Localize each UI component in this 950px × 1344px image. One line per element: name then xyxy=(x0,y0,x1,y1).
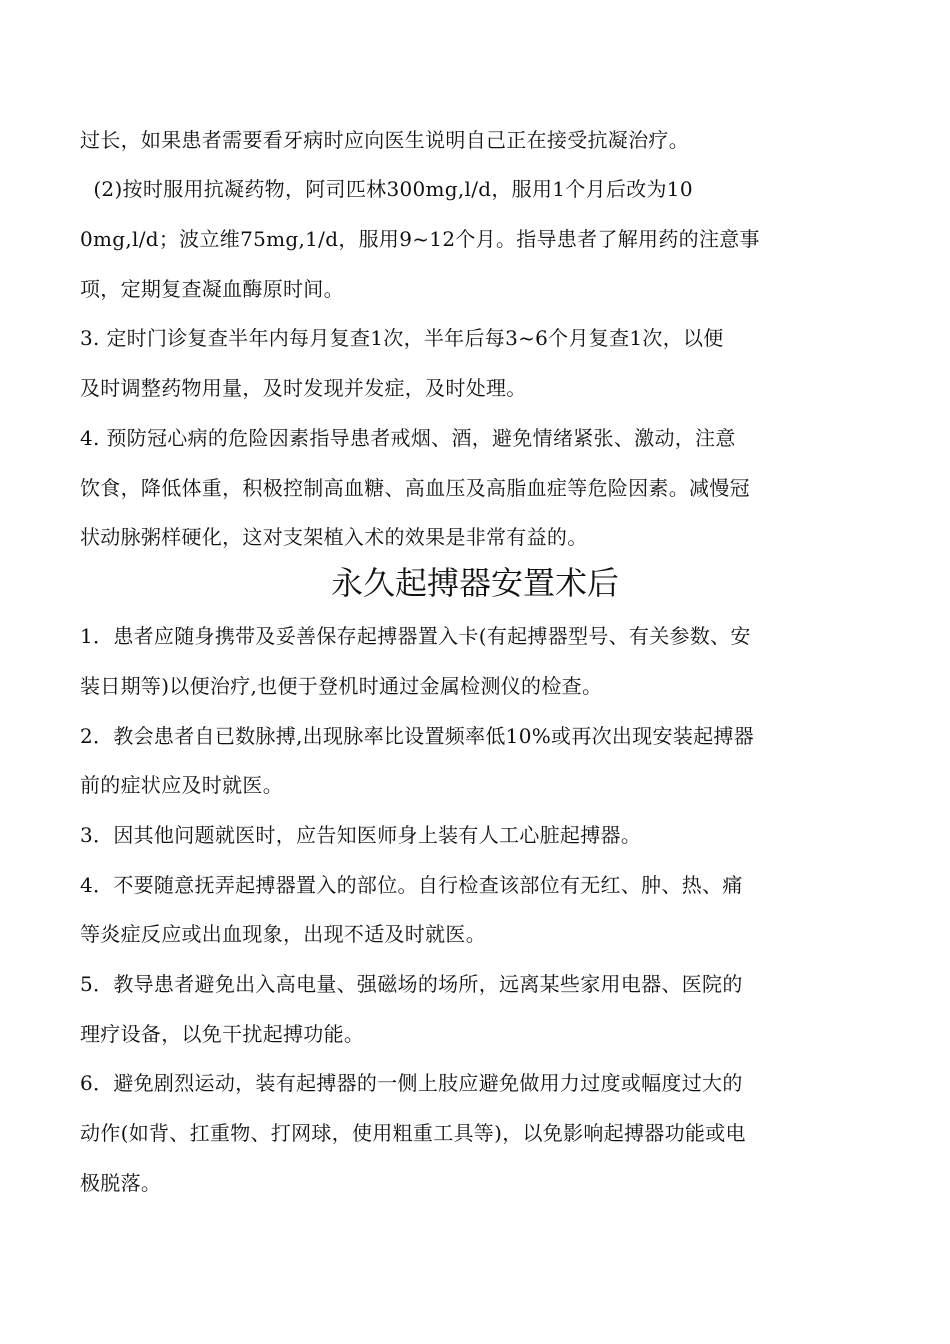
paragraph-line: 理疗设备，以免干扰起搏功能。 xyxy=(80,1022,365,1046)
paragraph-line: 前的症状应及时就医。 xyxy=(80,773,283,797)
paragraph-line: 饮食，降低体重，积极控制高血糖、高血压及高脂血症等危险因素。减慢冠 xyxy=(80,476,750,500)
paragraph-line: (2)按时服用抗凝药物，阿司匹林300mg,l/d，服用1个月后改为10 xyxy=(80,177,693,201)
paragraph-line: 状动脉粥样硬化，这对支架植入术的效果是非常有益的。 xyxy=(80,525,588,549)
paragraph-line: 项，定期复查凝血酶原时间。 xyxy=(80,277,344,301)
paragraph-line: 极脱落。 xyxy=(80,1171,162,1195)
paragraph-line: 4．不要随意抚弄起搏器置入的部位。自行检查该部位有无红、肿、热、痛 xyxy=(80,873,743,897)
paragraph-line: 4. 预防冠心病的危险因素指导患者戒烟、酒，避免情绪紧张、激动，注意 xyxy=(80,426,736,450)
paragraph-line: 1．患者应随身携带及妥善保存起搏器置入卡(有起搏器型号、有关参数、安 xyxy=(80,624,751,648)
paragraph-line: 装日期等)以便治疗,也便于登机时通过金属检测仪的检查。 xyxy=(80,674,603,698)
paragraph-line: 3. 定时门诊复查半年内每月复查1次，半年后每3~6个月复查1次，以便 xyxy=(80,326,724,350)
paragraph-line: 6．避免剧烈运动，装有起搏器的一侧上肢应避免做用力过度或幅度过大的 xyxy=(80,1071,743,1095)
section-title: 永久起搏器安置术后 xyxy=(330,564,619,602)
paragraph-line: 动作(如背、扛重物、打网球，使用粗重工具等)，以免影响起搏器功能或电 xyxy=(80,1121,746,1145)
paragraph-line: 过长，如果患者需要看牙病时应向医生说明自己正在接受抗凝治疗。 xyxy=(80,128,689,152)
paragraph-line: 0mg,l/d；波立维75mg,1/d，服用9~12个月。指导患者了解用药的注意事 xyxy=(80,227,760,251)
paragraph-line: 及时调整药物用量，及时发现并发症，及时处理。 xyxy=(80,376,527,400)
paragraph-line: 2．教会患者自已数脉搏,出现脉率比设置频率低10%或再次出现安装起搏器 xyxy=(80,724,755,748)
paragraph-line: 5．教导患者避免出入高电量、强磁场的场所，远离某些家用电器、医院的 xyxy=(80,972,743,996)
paragraph-line: 3．因其他问题就医时，应告知医师身上装有人工心脏起搏器。 xyxy=(80,823,642,847)
paragraph-line: 等炎症反应或出血现象，出现不适及时就医。 xyxy=(80,922,486,946)
